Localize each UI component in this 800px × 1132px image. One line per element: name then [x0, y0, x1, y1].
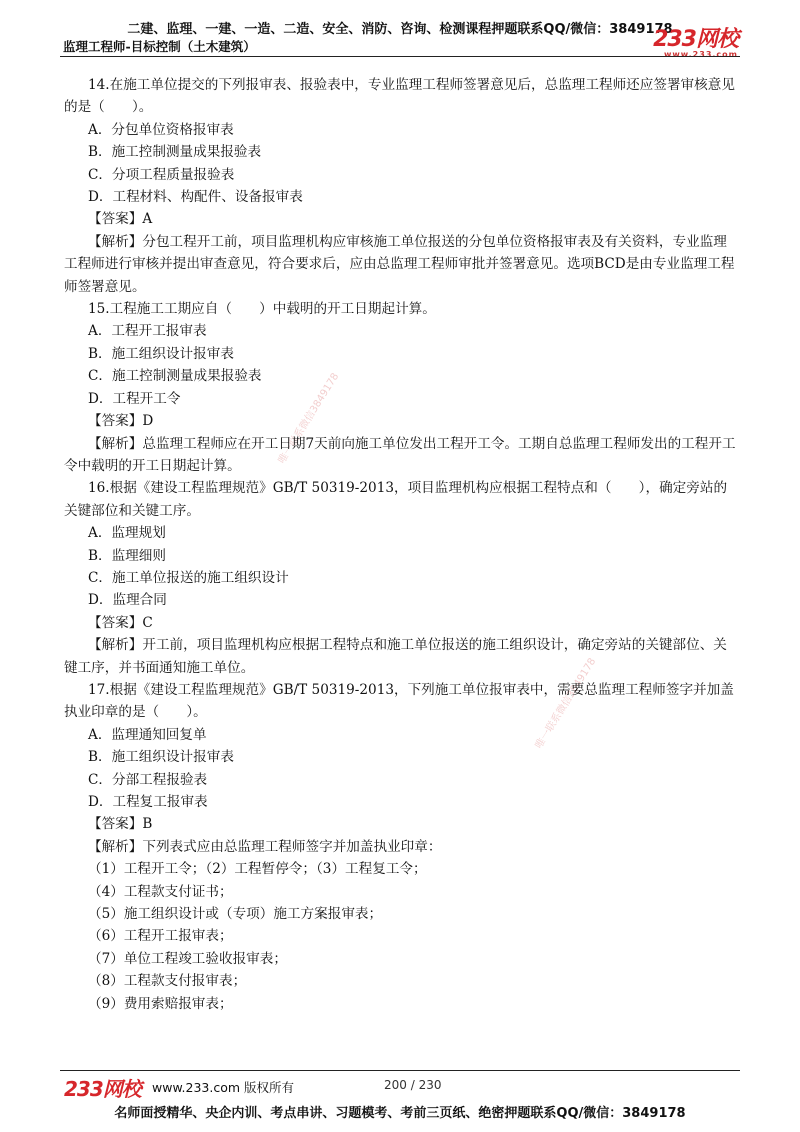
question-stem: 15.工程施工工期应自（ ）中载明的开工日期起计算。	[88, 301, 436, 318]
watermark-2: 唯一联系微信3849178	[533, 656, 599, 751]
option: C．分项工程质量报验表	[88, 166, 235, 183]
option: C．施工控制测量成果报验表	[88, 368, 262, 385]
option: A．分包单位资格报审表	[88, 121, 234, 138]
header-rule	[60, 56, 740, 57]
analysis: 【解析】下列表式应由总监理工程师签字并加盖执业印章：	[88, 838, 442, 855]
analysis: 【解析】分包工程开工前，项目监理机构应审核施工单位报送的分包单位资格报审表及有关资料，专业监理工程师进行审核并提出审查意见，符合要求后，应由总监理工程师审批并签署意见。选项BCD是由专业监理工程师签署意见。	[64, 233, 735, 295]
footer-logo: 233网校	[64, 1077, 141, 1101]
option: C．施工单位报送的施工组织设计	[88, 569, 289, 586]
watermark-1: 唯一联系微信3849178	[276, 371, 342, 466]
option: D．工程开工令	[88, 390, 181, 407]
footer-site: www.233.com 版权所有	[152, 1080, 294, 1095]
option: B．施工控制测量成果报验表	[88, 144, 262, 161]
answer: 【答案】D	[88, 413, 154, 430]
list-item: （7）单位工程竣工验收报审表；	[88, 950, 287, 967]
option: A．监理规划	[88, 525, 166, 542]
question-stem: 16.根据《建设工程监理规范》GB/T 50319-2013，项目监理机构应根据工程特点和（ ），确定旁站的关键部位和关键工序。	[64, 480, 728, 519]
content	[64, 74, 740, 1015]
header-logo	[653, 22, 738, 59]
header-logo-site: www.233.com	[663, 50, 738, 59]
question-stem: 14.在施工单位提交的下列报审表、报验表中，专业监理工程师签署意见后，总监理工程师还应签署审核意见的是（ ）。	[64, 77, 735, 116]
footer-rule	[60, 1070, 740, 1071]
option: D．工程复工报审表	[88, 794, 208, 810]
answer: 【答案】C	[88, 614, 153, 631]
header-promo: 二建、监理、一建、一造、二造、安全、消防、咨询、检测课程押题联系QQ/微信：3849178	[127, 22, 673, 37]
list-item: （1）工程开工令；（2）工程暂停令；（3）工程复工令；	[88, 861, 427, 878]
answer: 【答案】A	[88, 211, 153, 228]
option: B．监理细则	[88, 547, 166, 564]
analysis: 【解析】开工前，项目监理机构应根据工程特点和施工单位报送的施工组织设计，确定旁站的关键部位、关键工序，并书面通知施工单位。	[64, 637, 727, 676]
question-stem: 17.根据《建设工程监理规范》GB/T 50319-2013，下列施工单位报审表中，需要总监理工程师签字并加盖执业印章的是（ ）。	[64, 681, 734, 721]
list-item: （6）工程开工报审表；	[88, 928, 233, 945]
page-number: 200 / 230	[384, 1078, 442, 1092]
option: D．工程材料、构配件、设备报审表	[88, 189, 303, 206]
analysis: 【解析】总监理工程师应在开工日期7天前向施工单位发出工程开工令。工期自总监理工程师发出的工程开工令中载明的开工日期起计算。	[64, 435, 736, 474]
header-subtitle: 监理工程师-目标控制（土木建筑）	[63, 39, 256, 54]
option: A．监理通知回复单	[88, 726, 207, 743]
list-item: （4）工程款支付证书；	[88, 883, 233, 900]
option: D．监理合同	[88, 592, 167, 609]
header-logo-text: 233网校	[653, 27, 738, 52]
option: B．施工组织设计报审表	[88, 345, 234, 362]
option: B．施工组织设计报审表	[88, 749, 234, 766]
footer-promo: 名师面授精华、央企内训、考点串讲、习题模考、考前三页纸、绝密押题联系QQ/微信：3849178	[114, 1106, 686, 1121]
option: C．分部工程报验表	[88, 771, 208, 788]
list-item: （9）费用索赔报审表；	[88, 995, 233, 1012]
list-item: （5）施工组织设计或（专项）施工方案报审表；	[88, 906, 383, 923]
list-item: （8）工程款支付报审表；	[88, 973, 247, 990]
answer: 【答案】B	[88, 816, 153, 833]
option: A．工程开工报审表	[88, 323, 207, 340]
